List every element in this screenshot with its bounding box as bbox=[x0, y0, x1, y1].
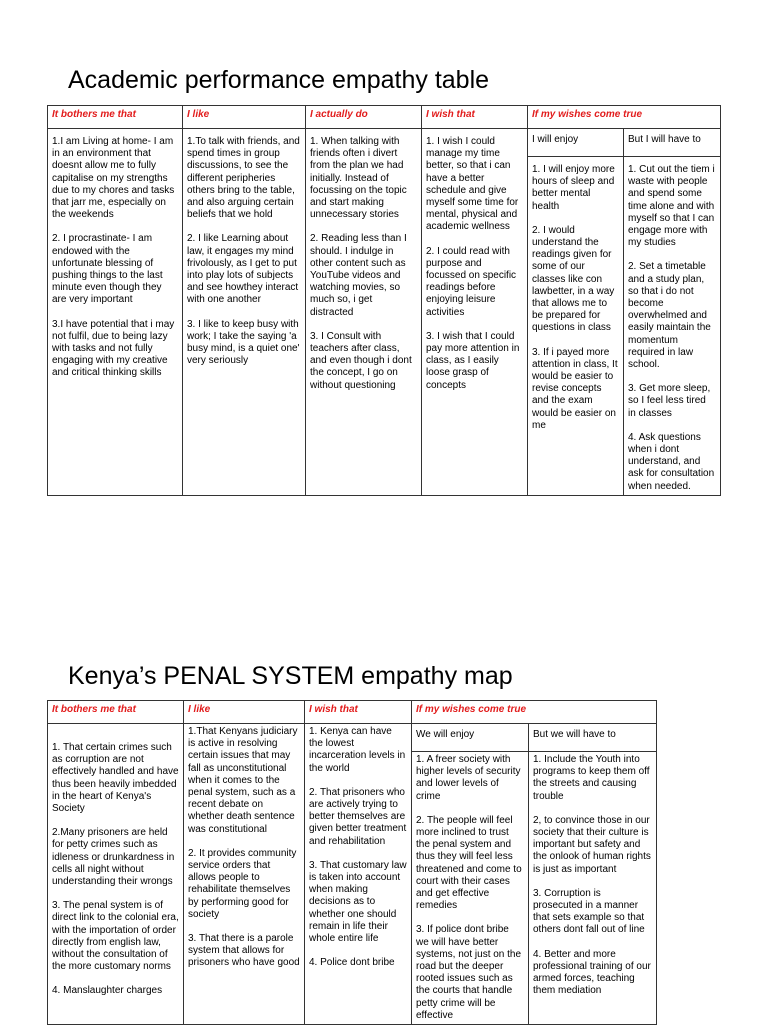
cell-enjoy bbox=[528, 157, 624, 496]
cell-paragraph: 1.I am Living at home- I am in an environment that doesnt allow me to fully capitalise on my strengths due to my chores and tasks that jarr me, especially on the weekends bbox=[52, 136, 175, 221]
subheader-have-to: But I will have to bbox=[624, 129, 721, 157]
cell-paragraph: 3. I like to keep busy with work; I take the saying 'a busy mind, is a quiet one' very seriously bbox=[187, 318, 300, 367]
header-row bbox=[48, 106, 721, 129]
cell-paragraph: 1. I will enjoy more hours of sleep and better mental health bbox=[532, 164, 615, 212]
cell-paragraph: 4. Ask questions when i dont understand, and ask for consultation when needed. bbox=[628, 431, 715, 492]
cell-paragraph: 2. I procrastinate- I am endowed with the unfortunate blessing of pushing things to the last minute even though they are very important bbox=[52, 233, 163, 306]
cell-paragraph: 3. Get more sleep, so I feel less tired in classes bbox=[628, 383, 711, 419]
cell-paragraph: 3. I Consult with teachers after class, and even though i dont the concept, I go on without questioning bbox=[310, 330, 412, 391]
cell-paragraph: 2.Many prisoners are held for petty crimes such as idleness or drunkardness in cells all night without understanding their wrongs bbox=[52, 827, 175, 888]
cell-have-to bbox=[624, 157, 721, 496]
header-wishes-come-true: If my wishes come true bbox=[528, 106, 721, 129]
cell-paragraph: 2. The people will feel more inclined to trust the penal system and thus they will feel less threatened and come to court with their cases and get effective remedies bbox=[416, 814, 522, 912]
cell-bothers bbox=[48, 129, 183, 496]
cell-paragraph: 4. Manslaughter charges bbox=[52, 985, 163, 997]
cell-paragraph: 1. Kenya can have the lowest incarceration levels in the world bbox=[309, 726, 406, 774]
cell-paragraph: 3. The penal system is of direct link to the colonial era, with the importation of order directly from english law, without the consultation of the more customary norms bbox=[52, 900, 179, 973]
cell-paragraph: 1. A freer society with higher levels of security and lower levels of crime bbox=[416, 754, 521, 802]
cell-paragraph: 2. That prisoners who are actively trying to better themselves are given better treatment and rehabilitation bbox=[309, 786, 407, 847]
cell-actually-do bbox=[306, 129, 422, 496]
cell-wish bbox=[422, 129, 528, 496]
header-actually-do: I actually do bbox=[306, 106, 422, 129]
cell-paragraph: 3. That customary law is taken into account when making decisions as to whether one should remain in life their whole entire life bbox=[309, 859, 407, 945]
cell-paragraph: 2. It provides community service orders that allows people to rehabilitate themselves by performing good for society bbox=[188, 847, 297, 920]
cell-wish bbox=[305, 724, 412, 1025]
cell-paragraph: 1. I wish I could manage my time better, so that i can have a better schedule and give myself some time for mental, physical and academic wellness bbox=[426, 136, 519, 233]
header-like: I like bbox=[184, 701, 305, 724]
table-row bbox=[48, 724, 657, 752]
cell-bothers bbox=[48, 724, 184, 1025]
cell-like bbox=[184, 724, 305, 1025]
cell-paragraph: 1.That Kenyans judiciary is active in resolving certain issues that may fall as unconstitutional when it comes to the penal system, such as a recent debate on whether death sentence was constitutional bbox=[188, 726, 298, 835]
cell-have-to bbox=[529, 752, 657, 1025]
header-bothers: It bothers me that bbox=[48, 701, 184, 724]
cell-paragraph: 1. Cut out the tiem i waste with people and spend some time alone and with myself so that I can engage more with my studies bbox=[628, 164, 715, 249]
subheader-enjoy: We will enjoy bbox=[412, 724, 529, 752]
cell-paragraph: 2. I would understand the readings given for some of our classes like con lawbetter, in a way that allows me to be prepared for questions in class bbox=[532, 224, 615, 334]
penal-system-title: Kenya’s PENAL SYSTEM empathy map bbox=[68, 662, 513, 690]
header-row bbox=[48, 701, 657, 724]
header-wish: I wish that bbox=[305, 701, 412, 724]
header-bothers: It bothers me that bbox=[48, 106, 183, 129]
cell-paragraph: 3.I have potential that i may not fulfil, due to being lazy with tasks and not fully engaging with my creative and critical thinking skills bbox=[52, 318, 175, 379]
header-wish: I wish that bbox=[422, 106, 528, 129]
subheader-have-to: But we will have to bbox=[529, 724, 657, 752]
cell-paragraph: 3. That there is a parole system that allows for prisoners who have good bbox=[188, 933, 300, 969]
cell-paragraph: 3. If i payed more attention in class, It would be easier to revise concepts and the exam would be easier on me bbox=[532, 346, 618, 431]
cell-paragraph: 3. Corruption is prosecuted in a manner that sets example so that others dont fall out of line bbox=[533, 887, 645, 936]
cell-paragraph: 2, to convince those in our society that their culture is important but safety and the onlook of human rights is just as important bbox=[533, 814, 651, 875]
cell-paragraph: 2. Reading less than I should. I indulge in other content such as YouTube videos and watching movies, so much so, i get distracted bbox=[310, 233, 407, 318]
cell-paragraph: 1. That certain crimes such as corruption are not effectively handled and have thus been heavily imbedded in the heart of Kenya's Society bbox=[52, 742, 179, 815]
cell-paragraph: 2. Set a timetable and a study plan, so that i do not become overwhelmed and easily maintain the momentum required in law school. bbox=[628, 261, 711, 371]
header-like: I like bbox=[183, 106, 306, 129]
academic-empathy-table bbox=[47, 105, 721, 496]
cell-paragraph: 2. I like Learning about law, it engages my mind frivolously, as I get to put into play lots of subjects and see howthey interact with one another bbox=[187, 233, 299, 306]
cell-paragraph: 1. Include the Youth into programs to keep them off the streets and causing trouble bbox=[533, 754, 650, 802]
cell-paragraph: 1.To talk with friends, and spend times in group discussions, to see the different peripheries others bring to the table, and also arguing certain beliefs that we hold bbox=[187, 136, 300, 221]
cell-paragraph: 3. I wish that I could pay more attention in class, as I easily loose grasp of concepts bbox=[426, 330, 520, 391]
cell-paragraph: 4. Better and more professional training of our armed forces, teaching them mediation bbox=[533, 948, 651, 997]
header-wishes-come-true: If my wishes come true bbox=[412, 701, 657, 724]
penal-system-empathy-table bbox=[47, 700, 657, 1025]
table-row bbox=[48, 129, 721, 157]
academic-table-title: Academic performance empathy table bbox=[68, 66, 490, 94]
cell-enjoy bbox=[412, 752, 529, 1025]
cell-paragraph: 1. When talking with friends often i divert from the plan we had initially. Instead of focussing on the topic and start making unnecessary stories bbox=[310, 136, 407, 221]
subheader-enjoy: I will enjoy bbox=[528, 129, 624, 157]
cell-paragraph: 3. If police dont bribe we will have better systems, not just on the road but the deeper rooted issues such as the courts that handle petty crime will be effective bbox=[416, 924, 522, 1021]
cell-like bbox=[183, 129, 306, 496]
cell-paragraph: 4. Police dont bribe bbox=[309, 957, 395, 969]
cell-paragraph: 2. I could read with purpose and focussed on specific readings before enjoying leisure activities bbox=[426, 245, 517, 318]
